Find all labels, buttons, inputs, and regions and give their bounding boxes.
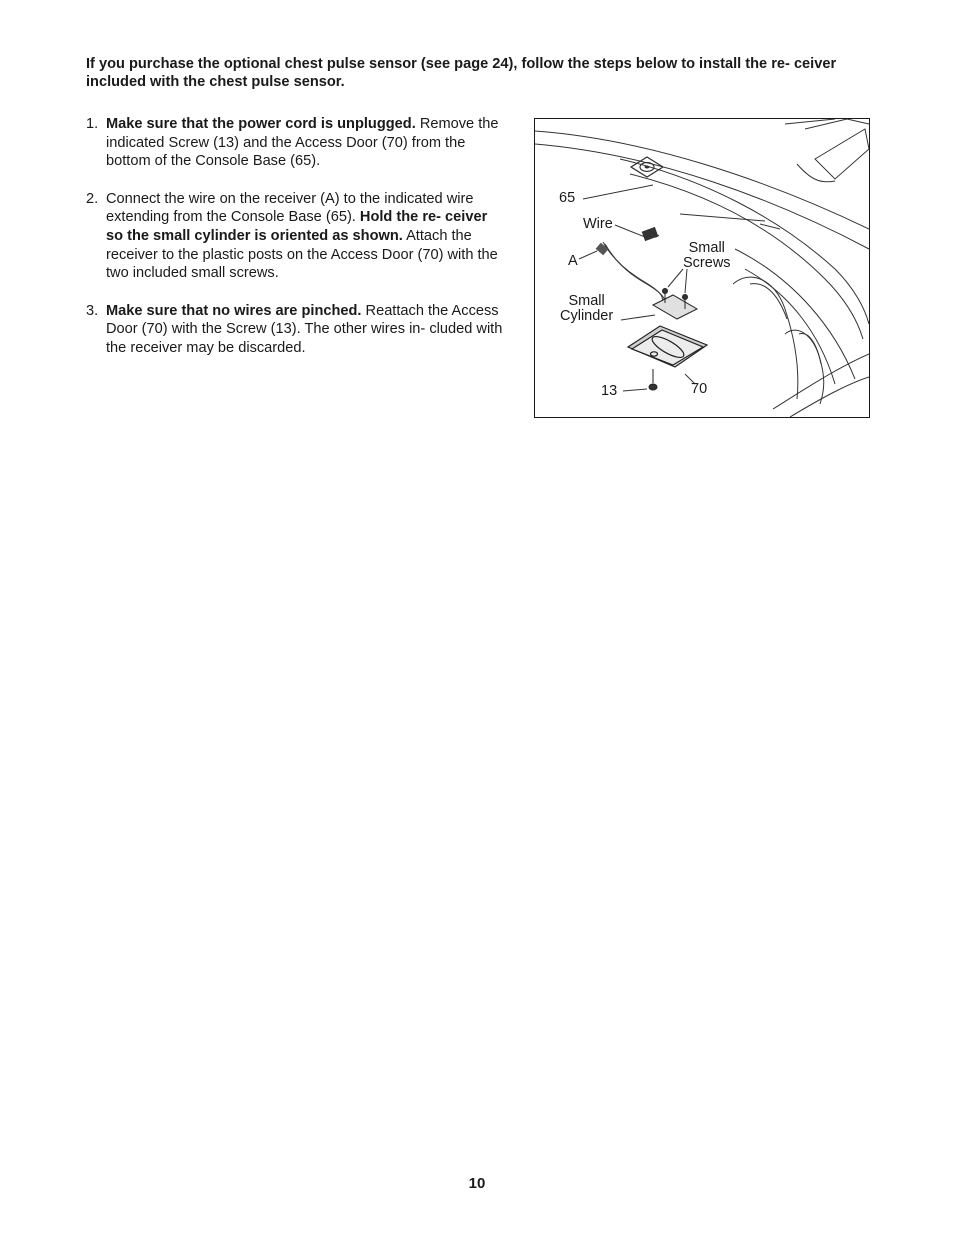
receiver-plug-icon: [596, 243, 609, 256]
step-number: 3.: [86, 302, 99, 319]
receiver-installation-figure: [534, 118, 870, 418]
step-number: 1.: [86, 116, 99, 132]
callout-wire: Wire: [583, 216, 613, 232]
callout-13: 13: [601, 383, 618, 399]
step-text-continued: Attach the receiver to the plastic posts on the Access Door (70) with the two included small screws.: [106, 228, 498, 282]
step-3: [86, 302, 506, 358]
callout-small-cylinder: Small Cylinder: [560, 293, 614, 324]
step-bold-text: Make sure that the power cord is unplugged.: [106, 116, 416, 132]
access-door-icon: [628, 326, 707, 367]
step-1: [86, 115, 506, 171]
callout-65: 65: [559, 190, 576, 206]
step-bold-text: Hold the re- ceiver so the small cylinder is oriented as shown.: [106, 209, 488, 245]
receiver-board-icon: [653, 295, 697, 319]
step-text: Reattach the Access Door (70) with the Screw (13). The other wires in- cluded with the receiver may be discarded.: [106, 302, 503, 357]
callout-70: 70: [691, 381, 708, 397]
callout-a: A: [568, 253, 578, 269]
callout-small-screws: Small Screws: [683, 240, 731, 271]
screw-13-icon: [649, 369, 657, 390]
instruction-steps: [86, 115, 506, 376]
intro-paragraph: If you purchase the optional chest pulse sensor (see page 24), follow the steps below to install the re- ceiver included with the chest pulse sensor.: [86, 56, 837, 90]
step-text: Remove the indicated Screw (13) and the Access Door (70) from the bottom of the Console Base (65).: [106, 116, 499, 170]
wire-connector-icon: [642, 227, 659, 241]
step-bold-text: Make sure that no wires are pinched.: [106, 302, 362, 319]
step-number: 2.: [86, 190, 99, 207]
step-text: Connect the wire on the receiver (A) to the indicated wire extending from the Console Base (65).: [106, 190, 474, 226]
page-number: 10: [468, 1175, 486, 1192]
step-2: [86, 190, 506, 284]
